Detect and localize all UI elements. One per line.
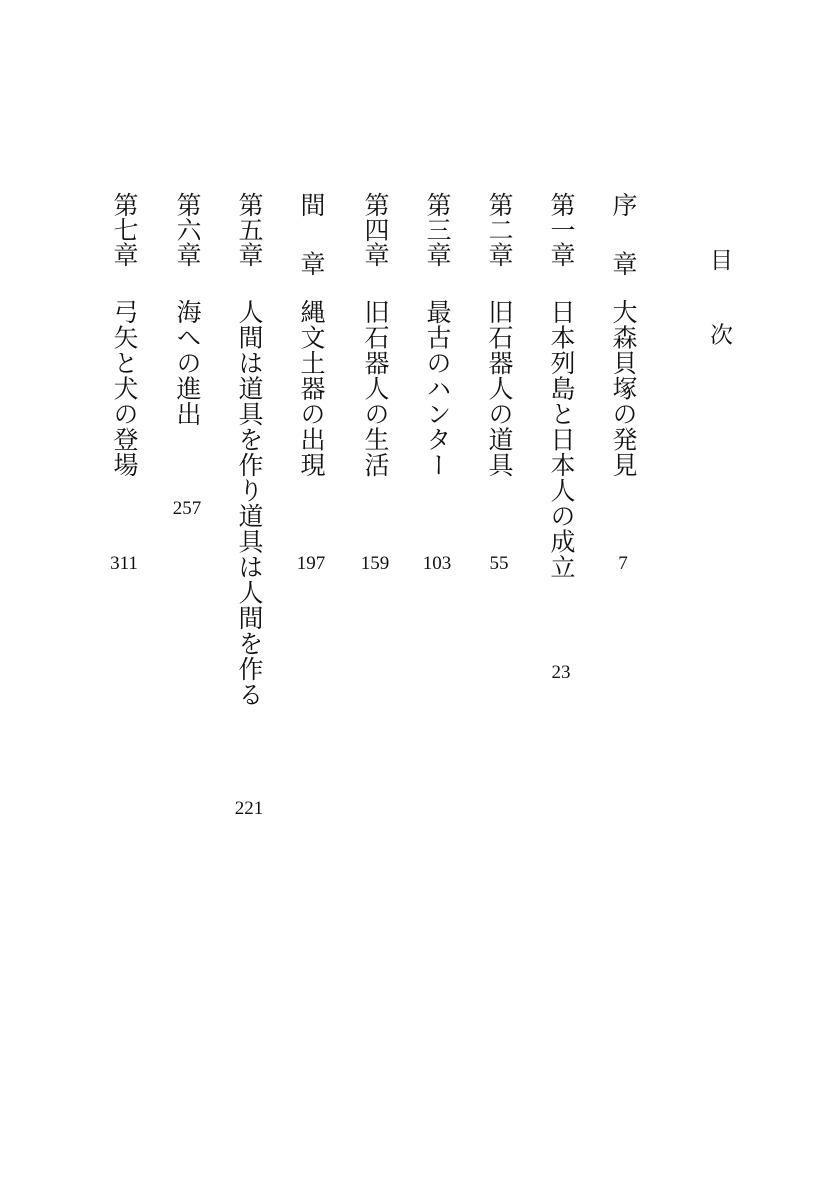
page-number: 7	[618, 553, 628, 574]
chapter-title: 人間は道具を作り道具は人間を作る	[235, 299, 264, 707]
page-number: 311	[110, 553, 138, 574]
chapter-title: 最古のハンター	[423, 299, 452, 478]
chapter-label: 第二章	[485, 192, 514, 267]
chapter-title: 縄文土器の出現	[297, 299, 326, 478]
chapter-label: 第一章	[547, 192, 576, 267]
chapter-title: 旧石器人の道具	[485, 299, 514, 478]
chapter-label: 第四章	[361, 192, 390, 267]
page-number: 23	[551, 662, 571, 683]
toc-entry[interactable]	[294, 192, 328, 832]
chapter-title: 日本列島と日本人の成立	[547, 299, 576, 580]
chapter-label: 第六章	[173, 192, 202, 267]
chapter-label: 間 章	[297, 192, 326, 289]
toc-entry[interactable]	[358, 192, 392, 832]
toc-heading: 目 次	[706, 248, 732, 368]
toc-entry[interactable]	[170, 192, 204, 832]
chapter-title: 旧石器人の生活	[361, 299, 390, 478]
page-number: 257	[172, 498, 202, 519]
page-number: 55	[489, 553, 509, 574]
chapter-label: 第三章	[423, 192, 452, 267]
chapter-title: 弓矢と犬の登場	[110, 299, 139, 478]
toc-entry[interactable]	[420, 192, 454, 832]
page-number: 103	[422, 553, 452, 574]
toc-entry[interactable]	[107, 192, 141, 832]
chapter-label: 第五章	[235, 192, 264, 267]
chapter-label: 第七章	[110, 192, 139, 267]
page-number: 159	[360, 553, 390, 574]
toc-entry[interactable]	[232, 192, 266, 832]
chapter-label: 序 章	[609, 192, 638, 289]
toc-entry[interactable]	[544, 192, 578, 832]
page-number: 221	[234, 798, 264, 819]
toc-entry[interactable]	[482, 192, 516, 832]
chapter-title: 大森貝塚の発見	[609, 299, 638, 478]
chapter-title: 海への進出	[173, 299, 202, 427]
page-number: 197	[296, 553, 326, 574]
toc-entry[interactable]	[606, 192, 640, 832]
